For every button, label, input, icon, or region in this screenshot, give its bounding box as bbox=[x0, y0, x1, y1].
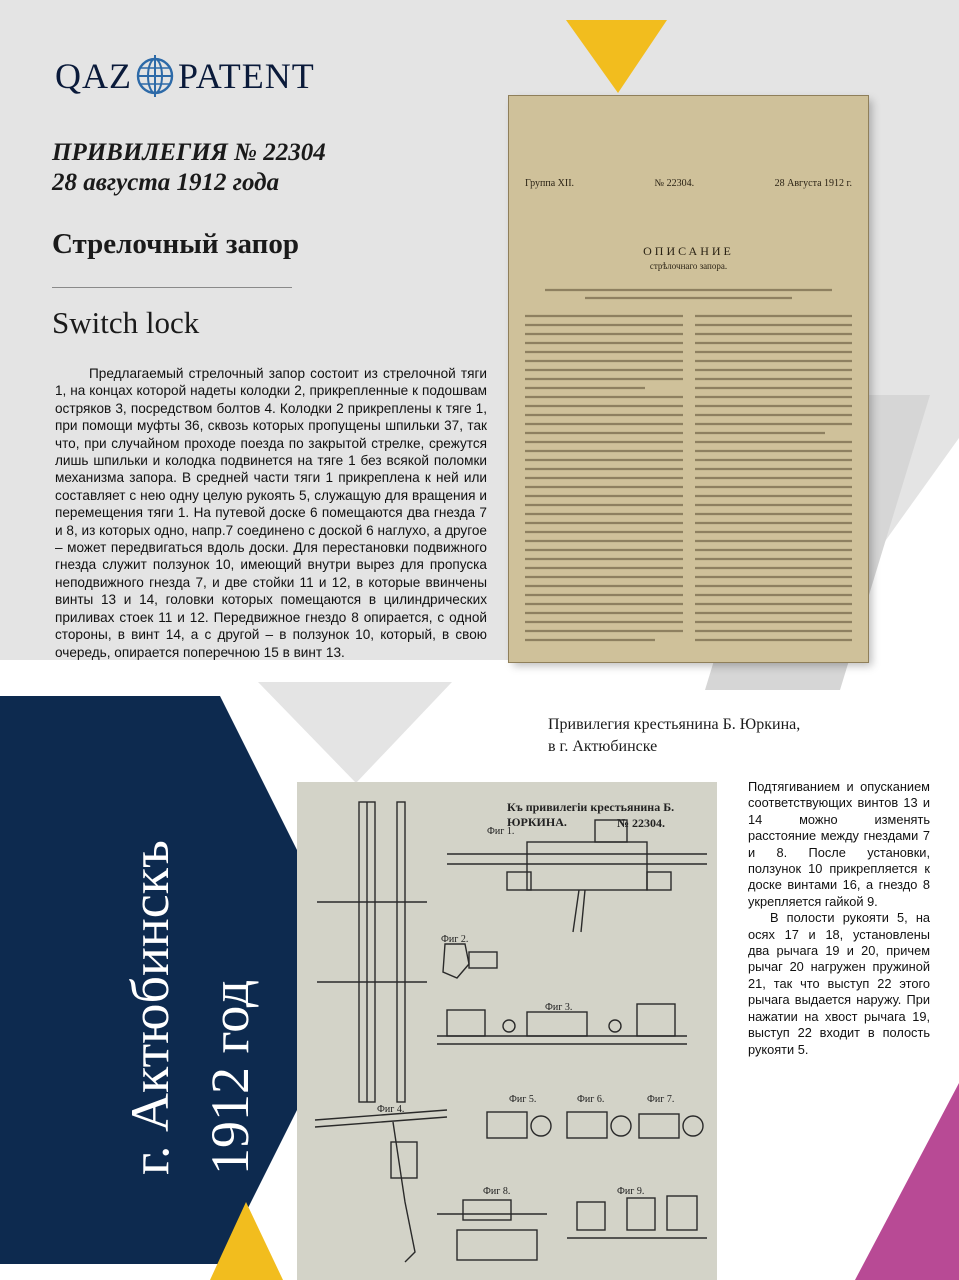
fig-5-label: Фиг 5. bbox=[509, 1094, 537, 1105]
drawing-number: № 22304. bbox=[617, 816, 666, 830]
fig-4-label: Фиг 4. bbox=[377, 1104, 405, 1115]
document-heading: ОПИСАНИЕ bbox=[643, 244, 734, 258]
title-divider bbox=[52, 287, 292, 288]
fig-7-label: Фиг 7. bbox=[647, 1094, 675, 1105]
vertical-title bbox=[110, 840, 270, 1175]
privilege-date: 28 августа 1912 года bbox=[52, 169, 280, 196]
fig-1-label: Фиг 1. bbox=[487, 826, 515, 837]
side-description bbox=[748, 779, 930, 1058]
document-group: Группа XII. bbox=[525, 178, 575, 189]
vertical-title-year: 1912 год bbox=[200, 979, 260, 1175]
logo-text-left: QAZ bbox=[55, 56, 132, 96]
document-subheading: стрѣлочнаго запора. bbox=[649, 261, 728, 271]
document-text-lines bbox=[525, 286, 852, 644]
title-english: Switch lock bbox=[52, 305, 200, 340]
logo-text-right: PATENT bbox=[178, 56, 315, 96]
vertical-title-city: г. Актюбинскъ bbox=[120, 840, 180, 1175]
document-header bbox=[525, 178, 852, 189]
drawing-header: Къ привилегіи крестьянина Б. ЮРКИНА. bbox=[507, 800, 675, 829]
qazpatent-logo bbox=[55, 55, 315, 97]
side-paragraph-2: В полости рукояти 5, на осях 17 и 18, установлены два рычага 19 и 20, причем рычаг 20 нагружен пружиной 21, так что выступ 22 этого рычага выдается наружу. При нажатии на хвост рычага 19, выступ 22 входит в полость рукояти 5. bbox=[748, 910, 930, 1057]
side-paragraph-1: Подтягиванием и опусканием соответствующих винтов 13 и 14 можно изменять расстояние между гнездами 7 и 8. После установки, ползунок 10 прикрепляется к доске винтами 16, а гнездо 8 укрепляется гайкой 9. bbox=[748, 779, 930, 909]
privilege-heading bbox=[52, 138, 326, 198]
fig-2-label: Фиг 2. bbox=[441, 934, 469, 945]
privilege-number: ПРИВИЛЕГИЯ № 22304 bbox=[52, 139, 326, 166]
fig-6-label: Фиг 6. bbox=[577, 1094, 605, 1105]
fig-9-label: Фиг 9. bbox=[617, 1186, 645, 1197]
globe-icon bbox=[134, 55, 176, 97]
main-description bbox=[55, 365, 487, 661]
caption-line-2: в г. Актюбинске bbox=[548, 738, 658, 755]
document-date: 28 Августа 1912 г. bbox=[774, 178, 852, 189]
fig-8-label: Фиг 8. bbox=[483, 1186, 511, 1197]
title-russian: Стрелочный запор bbox=[52, 228, 299, 260]
fig-3-label: Фиг 3. bbox=[545, 1002, 573, 1013]
technical-drawing bbox=[297, 782, 717, 1280]
main-description-paragraph: Предлагаемый стрелочный запор состоит из стрелочной тяги 1, на концах которой надеты колодки 2, прикрепленные к подошвам остряков 3, посредством болтов 4. Колодки 2 прикреплены к тяге 1, при помощи муфты 36, сквозь которых пропущены шпильки 37, так что, при случайном проходе поезда по закрытой стрелке, срежутся лишь шпильки и колодка подвинется на тяге 1 без всякой поломки механизма запора. В средней части тяги 1 прикреплена к ней или составляет с нею одну целую рукоять 5, служащую для вращения и перемещения тяги 1. На путевой доске 6 помещаются два гнезда 7 и 8, из которых одно, напр.7 соединено с доской 6 наглухо, а другое – может передвигаться вдоль доски. Для перестановки подвижного гнезда служит ползунок 10, имеющий внутри вырез для пропуска неподвижного гнезда 7, и две стойки 11 и 12, в которые ввинчены винты 13 и 14, головки которых помещаются в цилиндрических приливах стоек 11 и 12. Передвижное гнездо 8 опирается, с одной стороны, в винт 14, а с другой – в ползунок 10, который, в свою очередь, опирается поперечною 15 в винт 13. bbox=[55, 366, 487, 660]
document-number: № 22304. bbox=[654, 178, 695, 189]
scanned-document bbox=[509, 96, 868, 662]
document-caption bbox=[548, 714, 800, 758]
mechanism-drawing bbox=[297, 782, 717, 1280]
caption-line-1: Привилегия крестьянина Б. Юркина, bbox=[548, 716, 801, 733]
